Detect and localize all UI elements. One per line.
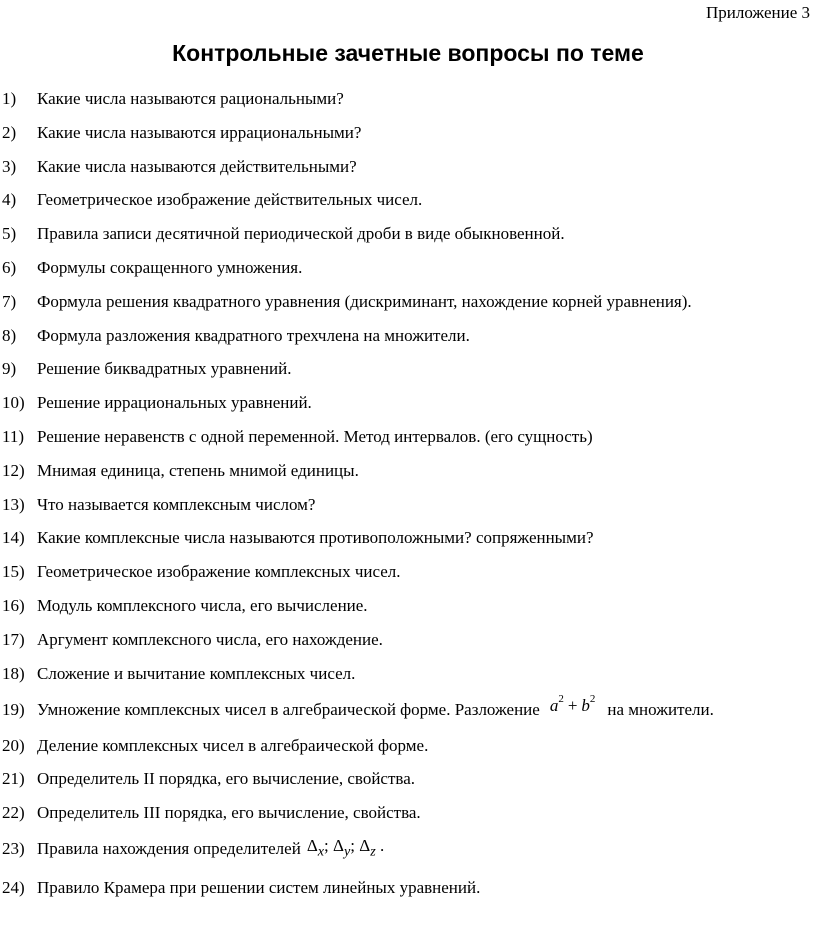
item-number: 5)	[2, 224, 17, 244]
item-text: Какие числа называются действительными?	[37, 156, 357, 176]
item-number: 2)	[2, 122, 17, 142]
item-text-after: на множители.	[607, 699, 714, 719]
item-text: Мнимая единица, степень мнимой единицы.	[37, 460, 359, 480]
delta-sub-y: y	[343, 843, 351, 860]
item-text-before: Правила нахождения определителей	[37, 839, 301, 859]
item-number: 3)	[2, 156, 17, 176]
formula-var-b: b	[581, 695, 590, 715]
item-number: 13)	[2, 494, 25, 514]
determinant-deltas	[307, 836, 384, 861]
item-number: 23)	[2, 839, 25, 859]
item-number: 7)	[2, 291, 17, 311]
item-number: 10)	[2, 393, 25, 413]
item-text: Определитель III порядка, его вычисление, свойства.	[37, 803, 421, 823]
item-number: 11)	[2, 426, 25, 446]
appendix-label: Приложение 3	[706, 3, 810, 22]
item-text: Какие числа называются иррациональными?	[37, 122, 362, 142]
item-text	[37, 836, 385, 864]
item-number: 19)	[2, 699, 25, 719]
item-number: 15)	[2, 562, 25, 582]
item-text: Формула разложения квадратного трехчлена на множители.	[37, 325, 470, 345]
delta-end: .	[379, 836, 385, 856]
item-text: Модуль комплексного числа, его вычисление.	[37, 595, 368, 615]
item-number: 8)	[2, 325, 17, 345]
item-text: Что называется комплексным числом?	[37, 494, 316, 514]
item-text: Аргумент комплексного числа, его нахождение.	[37, 629, 383, 649]
item-number: 22)	[2, 803, 25, 823]
delta-separator: ;	[350, 836, 355, 856]
item-number: 20)	[2, 735, 25, 755]
delta-separator: ;	[324, 836, 329, 856]
delta-symbol: Δ	[359, 836, 371, 856]
item-number: 14)	[2, 528, 25, 548]
item-number: 24)	[2, 878, 25, 898]
item-text: Какие комплексные числа называются противоположными? сопряженными?	[37, 528, 594, 548]
formula-exp-b: 2	[589, 692, 596, 705]
formula-exp-a: 2	[558, 692, 564, 705]
item-text: Определитель II порядка, его вычисление, свойства.	[37, 769, 416, 789]
item-text: Решение неравенств с одной переменной. Метод интервалов. (его сущность)	[37, 426, 593, 446]
item-number: 16)	[2, 595, 25, 615]
delta-symbol: Δ	[333, 836, 344, 856]
item-number: 4)	[2, 190, 17, 210]
item-number: 17)	[2, 629, 25, 649]
formula-var-a: a	[549, 695, 559, 715]
item-text: Решение иррациональных уравнений.	[37, 393, 312, 413]
item-number: 21)	[2, 769, 25, 789]
item-text: Правила записи десятичной периодической дроби в виде обыкновенной.	[37, 224, 565, 244]
item-text-before: Умножение комплексных чисел в алгебраической форме. Разложение	[37, 699, 540, 719]
page-title: Контрольные зачетные вопросы по теме	[172, 40, 644, 66]
item-text: Решение биквадратных уравнений.	[37, 359, 292, 379]
item-text: Формулы сокращенного умножения.	[37, 257, 303, 277]
item-number: 12)	[2, 460, 25, 480]
item-text: Геометрическое изображение комплексных чисел.	[37, 562, 401, 582]
item-text: Геометрическое изображение действительных чисел.	[37, 190, 423, 210]
item-text: Формула решения квадратного уравнения (дискриминант, нахождение корней уравнения).	[37, 291, 692, 311]
item-number: 1)	[2, 89, 17, 108]
item-text: Сложение и вычитание комплексных чисел.	[37, 663, 356, 683]
item-text	[37, 692, 714, 720]
delta-symbol: Δ	[306, 836, 318, 856]
formula-plus: +	[567, 695, 578, 715]
item-number: 18)	[2, 663, 25, 683]
item-text: Правило Крамера при решении систем линейных уравнений.	[37, 878, 481, 898]
formula-a2-plus-b2	[549, 692, 596, 716]
delta-sub-z: z	[370, 843, 376, 860]
delta-sub-x: x	[317, 843, 325, 860]
item-number: 9)	[2, 359, 17, 379]
item-text: Деление комплексных чисел в алгебраической форме.	[37, 735, 429, 755]
item-number: 6)	[2, 257, 17, 277]
item-text: Какие числа называются рациональными?	[37, 89, 344, 108]
